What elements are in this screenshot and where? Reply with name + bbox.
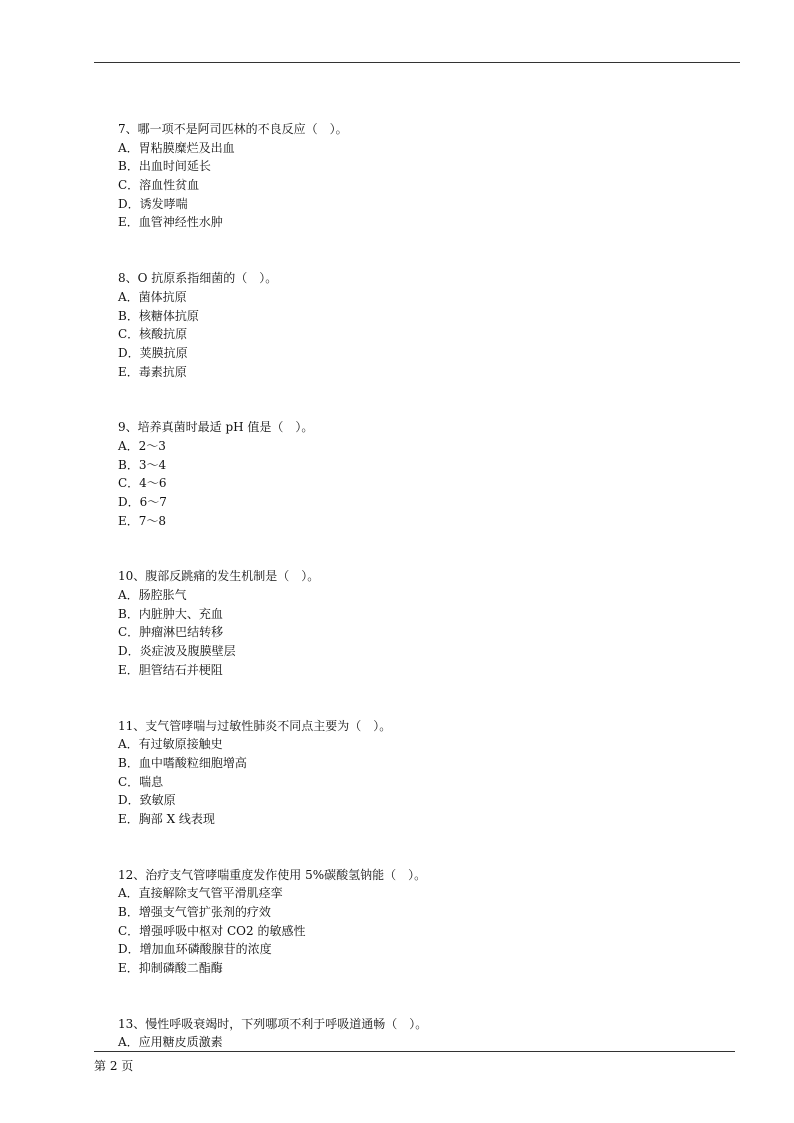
option-b: B．出血时间延长 [118, 159, 211, 174]
option-e: E．抑制磷酸二酯酶 [118, 961, 223, 976]
option-d: D．增加血环磷酸腺苷的浓度 [118, 942, 272, 957]
option-c: C．核酸抗原 [118, 327, 188, 342]
option-a: A．直接解除支气管平滑肌痉挛 [118, 886, 283, 901]
option-d: D．6～7 [118, 495, 167, 509]
option-c: C．肿瘤淋巴结转移 [118, 625, 224, 640]
question-title: 11、支气管哮喘与过敏性肺炎不同点主要为（ ）。 [118, 718, 392, 733]
question-title: 12、治疗支气管哮喘重度发作使用 5%碳酸氢钠能（ ）。 [118, 867, 427, 882]
option-e: E．血管神经性水肿 [118, 215, 223, 230]
option-e: E．胆管结石并梗阻 [118, 662, 223, 677]
question-title: 8、O 抗原系指细菌的（ ）。 [118, 271, 278, 286]
header-rule [94, 62, 740, 63]
question-7 [118, 120, 718, 232]
option-d: D．荚膜抗原 [118, 345, 188, 360]
option-a: A．胃粘膜糜烂及出血 [118, 140, 235, 155]
option-b: B．增强支气管扩张剂的疗效 [118, 905, 271, 919]
footer-rule [94, 1051, 735, 1052]
option-b: B．3～4 [118, 457, 167, 472]
option-a: A．肠腔胀气 [118, 588, 187, 603]
question-list [118, 120, 718, 1089]
option-d: D．致敏原 [118, 793, 176, 808]
page-number: 第 2 页 [94, 1059, 134, 1073]
option-e: E．毒素抗原 [118, 364, 187, 379]
question-13 [118, 1015, 718, 1052]
option-d: D．诱发哮喘 [118, 196, 188, 211]
question-10 [118, 567, 718, 679]
option-b: B．核糖体抗原 [118, 308, 199, 323]
question-12 [118, 866, 718, 978]
option-a: A．菌体抗原 [118, 289, 187, 304]
option-d: D．炎症波及腹膜壁层 [118, 644, 236, 659]
option-c: C．喘息 [118, 774, 164, 789]
option-e: E．7～8 [118, 513, 167, 528]
option-e: E．胸部 X 线表现 [118, 811, 215, 826]
question-title: 9、培养真菌时最适 pH 值是（ ）。 [118, 420, 314, 435]
question-11 [118, 717, 718, 829]
question-9 [118, 418, 718, 530]
option-a: A．2～3 [118, 438, 166, 453]
option-c: C．溶血性贫血 [118, 178, 200, 193]
question-title: 10、腹部反跳痛的发生机制是（ ）。 [118, 569, 320, 584]
option-c: C．增强呼吸中枢对 CO2 的敏感性 [118, 923, 306, 938]
question-title: 7、哪一项不是阿司匹林的不良反应（ ）。 [118, 122, 348, 136]
option-a: A．应用糖皮质激素 [118, 1035, 223, 1050]
question-title: 13、慢性呼吸衰竭时，下列哪项不利于呼吸道通畅（ ）。 [118, 1016, 428, 1031]
option-a: A．有过敏原接触史 [118, 737, 223, 752]
question-8 [118, 269, 718, 381]
option-b: B．内脏肿大、充血 [118, 606, 223, 621]
option-b: B．血中嗜酸粒细胞增高 [118, 755, 247, 770]
option-c: C．4～6 [118, 476, 167, 491]
